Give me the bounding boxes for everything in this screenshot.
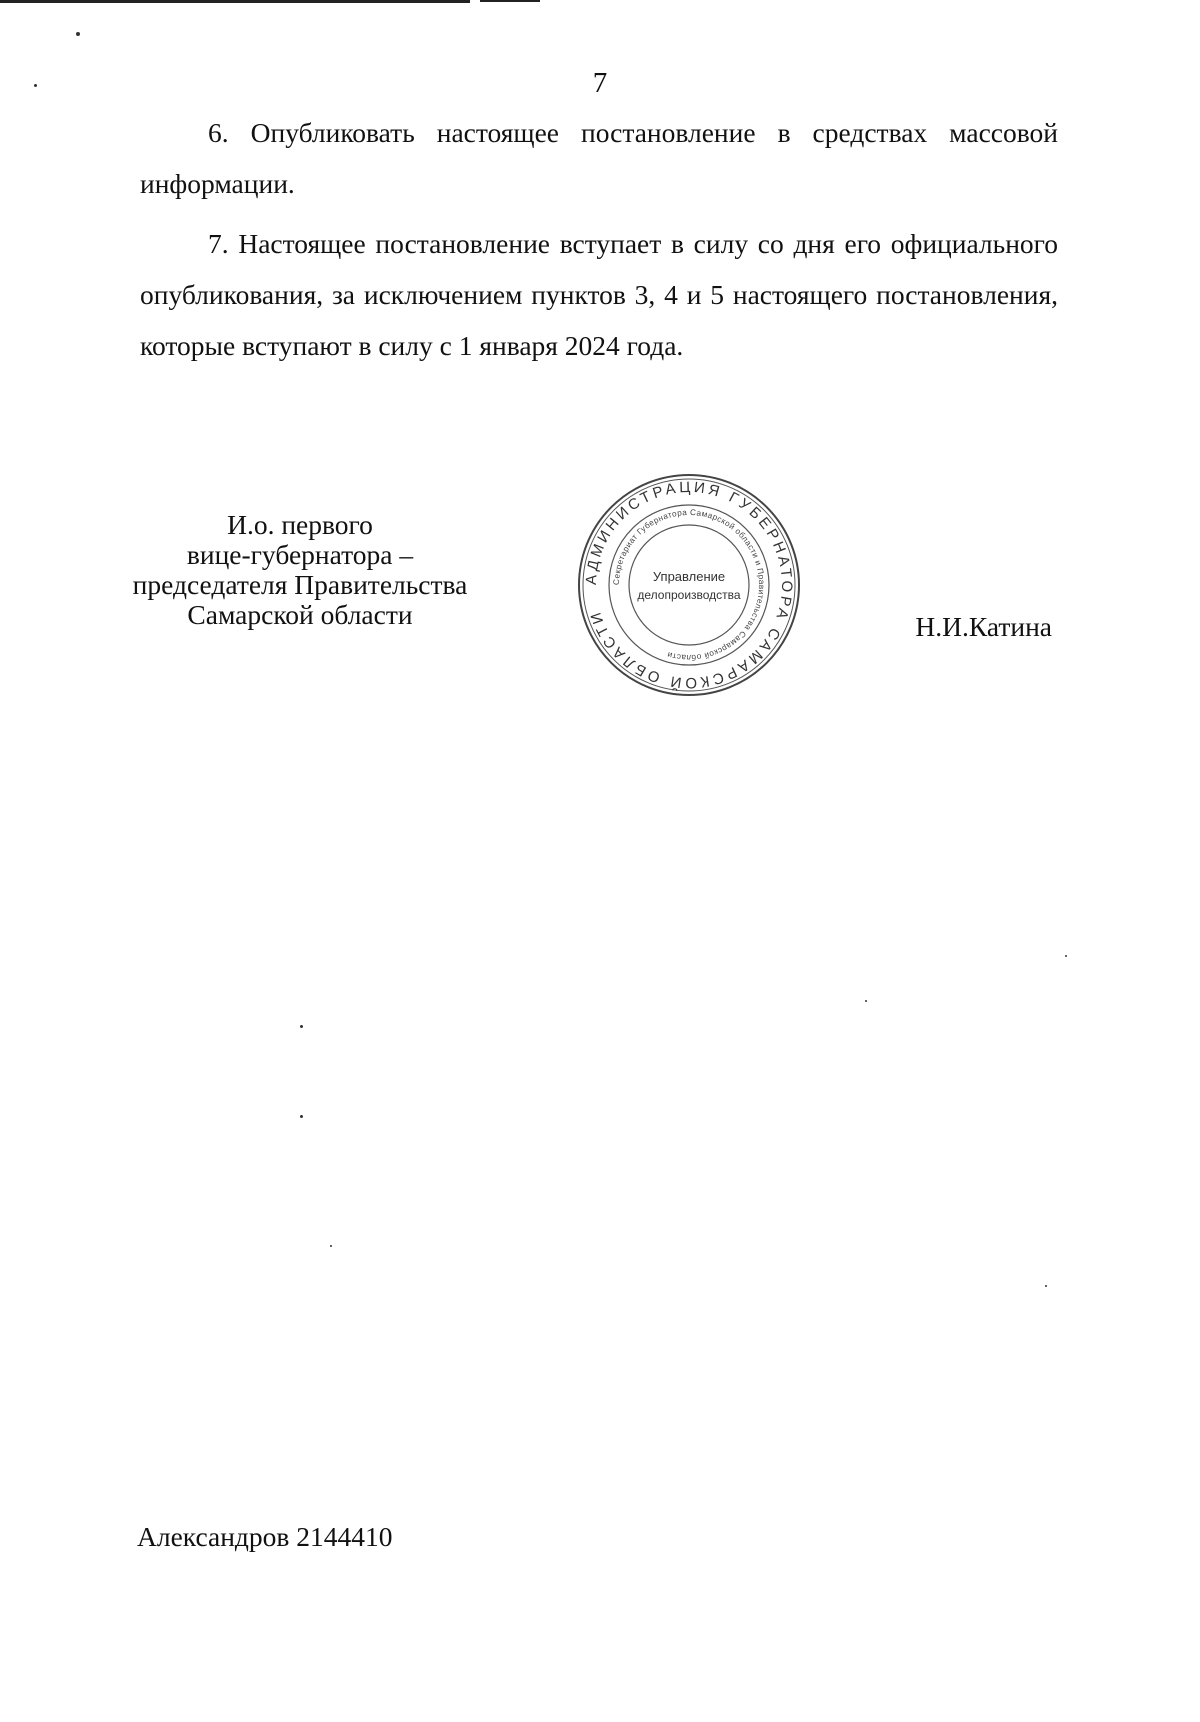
- document-body: [140, 107, 1058, 380]
- page-number: 7: [592, 67, 608, 99]
- scan-edge-line: [0, 0, 470, 3]
- scan-speck: [300, 1025, 303, 1028]
- scan-speck: [300, 1115, 303, 1118]
- official-seal-stamp: [574, 470, 804, 700]
- paragraph-6: 6. Опубликовать настоящее постановление в средствах массовой информации.: [140, 117, 1058, 199]
- seal-inner-text: Секретариат Губернатора Самарской области и Правительства Самарской области: [611, 507, 767, 663]
- signer-name: Н.И.Катина: [915, 611, 1052, 642]
- position-line: председателя Правительства: [132, 569, 468, 600]
- paragraph-7: 7. Настоящее постановление вступает в силу со дня его официального опубликования, за исключением пунктов 3, 4 и 5 настоящего постановления, которые вступают в силу с 1 января 2024 года.: [140, 228, 1058, 361]
- executor-info: Александров 2144410: [137, 1521, 393, 1552]
- scan-edge-line: [480, 0, 540, 2]
- scan-speck: [865, 1000, 867, 1002]
- position-line: Самарской области: [187, 599, 413, 630]
- signatory-position: [120, 510, 480, 630]
- seal-center-line-2: делопроизводства: [637, 588, 741, 602]
- scan-speck: [1065, 955, 1067, 957]
- seal-outer-text: АДМИНИСТРАЦИЯ ГУБЕРНАТОРА САМАРСКОЙ ОБЛАСТИ: [582, 478, 796, 692]
- scan-speck: [76, 32, 80, 36]
- svg-text:Секретариат Губернатора Самарс: [612, 508, 766, 662]
- scan-speck: [1045, 1285, 1047, 1287]
- position-line: И.о. первого: [227, 509, 373, 540]
- seal-center-line-1: Управление: [652, 569, 726, 584]
- position-line: вице-губернатора –: [186, 539, 414, 570]
- scan-speck: [330, 1245, 332, 1247]
